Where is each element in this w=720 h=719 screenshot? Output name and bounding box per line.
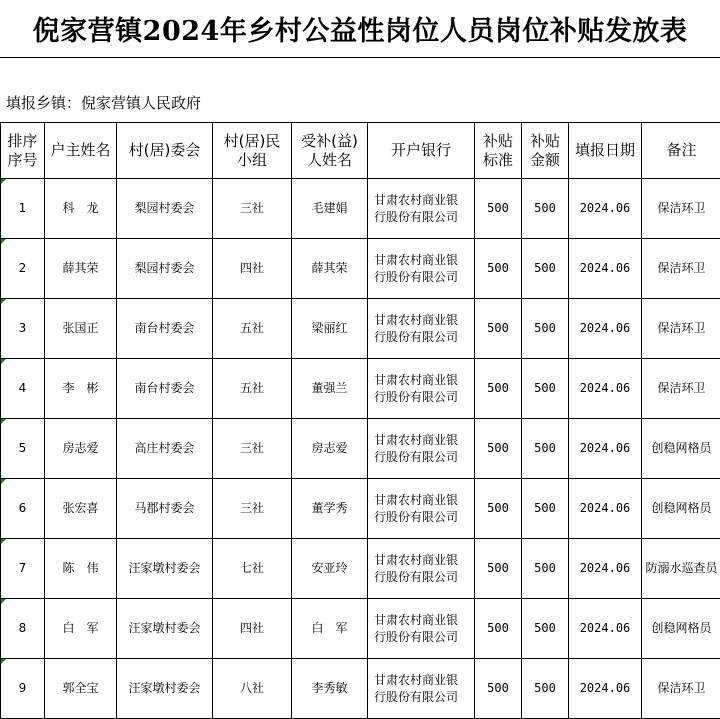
header-subsidy-standard: 补贴 标准 (475, 123, 522, 179)
cell-remarks: 创稳网格员 (642, 599, 720, 659)
cell-report-date: 2024.06 (569, 659, 642, 719)
cell-remarks: 保洁环卫 (642, 359, 720, 419)
cell-report-date: 2024.06 (569, 299, 642, 359)
header-recipient-name: 受补(益) 人姓名 (292, 123, 368, 179)
cell-subsidy-amount: 500 (522, 359, 569, 419)
cell-bank: 甘肃农村商业银行股份有限公司 (368, 239, 475, 299)
cell-villager-group: 七社 (213, 539, 292, 599)
cell-subsidy-standard: 500 (475, 299, 522, 359)
cell-remarks: 防溺水巡查员 (642, 539, 720, 599)
cell-recipient-name: 董学秀 (292, 479, 368, 539)
cell-household-head: 李 彬 (45, 359, 117, 419)
cell-subsidy-amount: 500 (522, 659, 569, 719)
cell-report-date: 2024.06 (569, 599, 642, 659)
cell-remarks: 保洁环卫 (642, 659, 720, 719)
cell-household-head: 张国正 (45, 299, 117, 359)
cell-bank: 甘肃农村商业银行股份有限公司 (368, 299, 475, 359)
header-bank: 开户银行 (368, 123, 475, 179)
cell-subsidy-amount: 500 (522, 419, 569, 479)
cell-villager-group: 三社 (213, 479, 292, 539)
cell-subsidy-amount: 500 (522, 599, 569, 659)
cell-report-date: 2024.06 (569, 239, 642, 299)
cell-villager-group: 五社 (213, 299, 292, 359)
header-subsidy-amount: 补贴 金额 (522, 123, 569, 179)
subsidy-table (0, 122, 720, 719)
report-unit-label: 填报乡镇：倪家营镇人民政府 (0, 82, 720, 122)
header-remarks: 备注 (642, 123, 720, 179)
table-row (1, 479, 720, 539)
cell-bank: 甘肃农村商业银行股份有限公司 (368, 659, 475, 719)
table-row (1, 419, 720, 479)
cell-bank: 甘肃农村商业银行股份有限公司 (368, 419, 475, 479)
cell-serial: 2 (1, 239, 45, 299)
header-serial: 排序 序号 (1, 123, 45, 179)
table-row (1, 359, 720, 419)
cell-village-committee: 马郡村委会 (117, 479, 213, 539)
cell-villager-group: 三社 (213, 419, 292, 479)
cell-recipient-name: 薛其荣 (292, 239, 368, 299)
cell-recipient-name: 董强兰 (292, 359, 368, 419)
cell-subsidy-standard: 500 (475, 419, 522, 479)
cell-serial: 7 (1, 539, 45, 599)
cell-subsidy-standard: 500 (475, 539, 522, 599)
cell-village-committee: 高庄村委会 (117, 419, 213, 479)
cell-household-head: 陈 伟 (45, 539, 117, 599)
cell-recipient-name: 李秀敏 (292, 659, 368, 719)
header-household-head: 户主姓名 (45, 123, 117, 179)
cell-subsidy-standard: 500 (475, 599, 522, 659)
cell-report-date: 2024.06 (569, 419, 642, 479)
cell-serial: 6 (1, 479, 45, 539)
cell-subsidy-amount: 500 (522, 299, 569, 359)
table-row (1, 599, 720, 659)
table-row (1, 539, 720, 599)
cell-subsidy-standard: 500 (475, 479, 522, 539)
cell-recipient-name: 梁丽红 (292, 299, 368, 359)
blank-row (0, 58, 720, 82)
cell-village-committee: 汪家墩村委会 (117, 539, 213, 599)
cell-bank: 甘肃农村商业银行股份有限公司 (368, 479, 475, 539)
cell-household-head: 薛其荣 (45, 239, 117, 299)
cell-serial: 3 (1, 299, 45, 359)
cell-village-committee: 南台村委会 (117, 359, 213, 419)
cell-serial: 1 (1, 179, 45, 239)
table-row (1, 239, 720, 299)
header-report-date: 填报日期 (569, 123, 642, 179)
table-row (1, 299, 720, 359)
cell-subsidy-amount: 500 (522, 479, 569, 539)
cell-household-head: 张宏喜 (45, 479, 117, 539)
cell-recipient-name: 房志爱 (292, 419, 368, 479)
cell-villager-group: 八社 (213, 659, 292, 719)
cell-subsidy-amount: 500 (522, 539, 569, 599)
cell-report-date: 2024.06 (569, 359, 642, 419)
table-header-row (1, 123, 720, 179)
cell-village-committee: 汪家墩村委会 (117, 599, 213, 659)
cell-household-head: 郭全宝 (45, 659, 117, 719)
cell-subsidy-standard: 500 (475, 179, 522, 239)
cell-village-committee: 梨园村委会 (117, 239, 213, 299)
cell-subsidy-amount: 500 (522, 239, 569, 299)
cell-serial: 5 (1, 419, 45, 479)
page-title: 倪家营镇2024年乡村公益性岗位人员岗位补贴发放表 (0, 0, 720, 58)
cell-village-committee: 梨园村委会 (117, 179, 213, 239)
cell-report-date: 2024.06 (569, 539, 642, 599)
cell-serial: 4 (1, 359, 45, 419)
header-villager-group: 村(居)民 小组 (213, 123, 292, 179)
table-row (1, 659, 720, 719)
cell-village-committee: 汪家墩村委会 (117, 659, 213, 719)
table-body (1, 179, 720, 719)
cell-subsidy-standard: 500 (475, 359, 522, 419)
cell-household-head: 房志爱 (45, 419, 117, 479)
header-village-committee: 村(居)委会 (117, 123, 213, 179)
cell-bank: 甘肃农村商业银行股份有限公司 (368, 599, 475, 659)
cell-subsidy-amount: 500 (522, 179, 569, 239)
cell-recipient-name: 安亚玲 (292, 539, 368, 599)
cell-bank: 甘肃农村商业银行股份有限公司 (368, 359, 475, 419)
cell-household-head: 白 军 (45, 599, 117, 659)
cell-recipient-name: 毛建娟 (292, 179, 368, 239)
cell-serial: 8 (1, 599, 45, 659)
cell-bank: 甘肃农村商业银行股份有限公司 (368, 179, 475, 239)
cell-remarks: 保洁环卫 (642, 239, 720, 299)
cell-villager-group: 四社 (213, 599, 292, 659)
cell-remarks: 保洁环卫 (642, 179, 720, 239)
cell-serial: 9 (1, 659, 45, 719)
cell-subsidy-standard: 500 (475, 659, 522, 719)
cell-remarks: 创稳网格员 (642, 419, 720, 479)
cell-household-head: 科 龙 (45, 179, 117, 239)
cell-report-date: 2024.06 (569, 179, 642, 239)
cell-report-date: 2024.06 (569, 479, 642, 539)
cell-villager-group: 五社 (213, 359, 292, 419)
cell-subsidy-standard: 500 (475, 239, 522, 299)
cell-remarks: 保洁环卫 (642, 299, 720, 359)
cell-remarks: 创稳网格员 (642, 479, 720, 539)
cell-bank: 甘肃农村商业银行股份有限公司 (368, 539, 475, 599)
cell-village-committee: 南台村委会 (117, 299, 213, 359)
cell-recipient-name: 白 军 (292, 599, 368, 659)
table-row (1, 179, 720, 239)
cell-villager-group: 三社 (213, 179, 292, 239)
cell-villager-group: 四社 (213, 239, 292, 299)
